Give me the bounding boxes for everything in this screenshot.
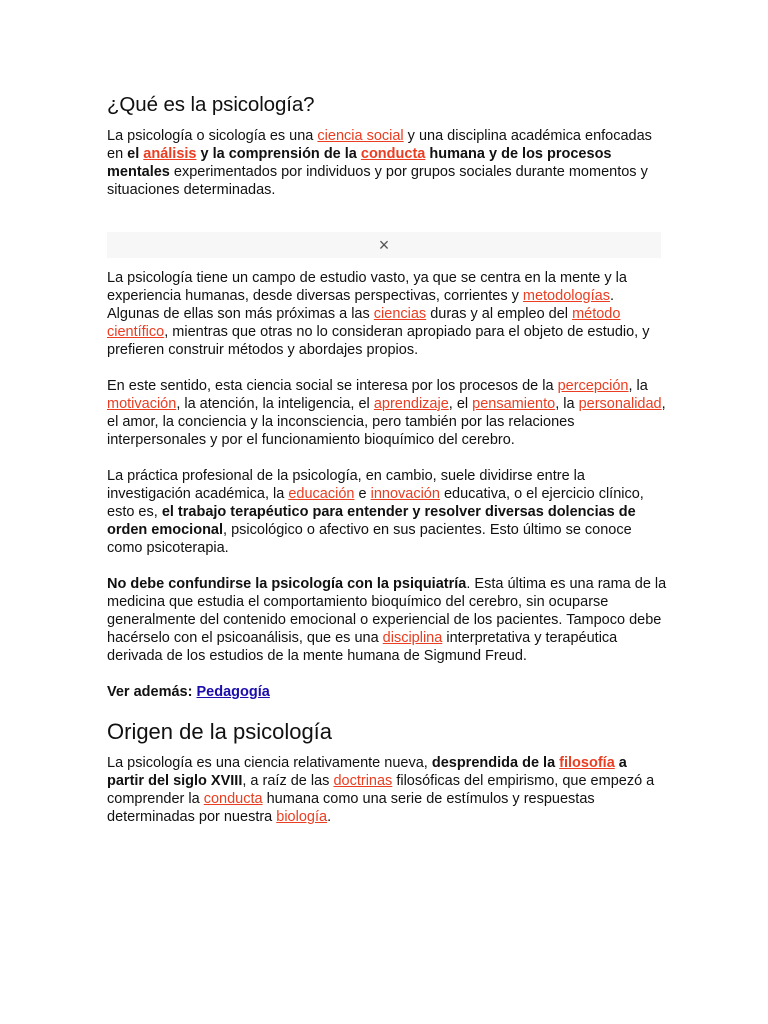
link-biologia[interactable]: biología: [276, 809, 328, 825]
paragraph-definition: La psicología o sicología es una ciencia social y una disciplina académica enfocadas en el análisis y la comprensión de la conducta humana y de los procesos mentales experimentados por individuos y por grupos sociales durante momentos y situaciones determinadas.: [107, 128, 652, 198]
close-icon[interactable]: ×: [378, 234, 390, 255]
link-pedagogia[interactable]: Pedagogía: [196, 684, 270, 700]
link-metodologias[interactable]: metodologías: [522, 288, 610, 304]
link-conducta[interactable]: conducta: [360, 146, 426, 162]
link-analisis[interactable]: análisis: [143, 146, 197, 162]
link-metodo-cientifico[interactable]: método científico: [107, 306, 621, 340]
link-ciencia-social[interactable]: ciencia social: [317, 128, 404, 144]
link-conducta-origin[interactable]: conducta: [203, 791, 263, 807]
paragraph-origin: La psicología es una ciencia relativamente nueva, desprendida de la filosofía a partir del siglo XVIII, a raíz de las doctrinas filosóficas del empirismo, que empezó a comprender la conducta humana como una serie de estímulos y respuestas determinadas por nuestra biología.: [107, 755, 655, 825]
paragraph-field-of-study: La psicología tiene un campo de estudio vasto, ya que se centra en la mente y la experiencia humanas, desde diversas perspectivas, corrientes y metodologías. Algunas de ellas son más próximas a las ciencias duras y al empleo del método científico, mientras que otras no lo consideran apropiado para el objeto de estudio, y prefieren construir métodos y abordajes propios.: [107, 270, 650, 358]
paragraph-professional-practice: La práctica profesional de la psicología, en cambio, suele dividirse entre la investigación académica, la educación e innovación educativa, o el ejercicio clínico, esto es, el trabajo terapéutico para entender y resolver diversas dolencias de orden emocional, psicológico o afectivo en sus pacientes. Esto último se conoce como psicoterapia.: [107, 468, 644, 556]
link-pensamiento[interactable]: pensamiento: [472, 396, 556, 412]
link-disciplina[interactable]: disciplina: [382, 630, 443, 646]
link-filosofia[interactable]: filosofía: [559, 755, 615, 771]
link-motivacion[interactable]: motivación: [107, 396, 177, 412]
link-percepcion[interactable]: percepción: [557, 378, 629, 394]
ad-placeholder-bar: [107, 232, 661, 258]
article-content: [107, 92, 667, 826]
link-doctrinas[interactable]: doctrinas: [333, 773, 393, 789]
section-title-origin: Origen de la psicología: [107, 719, 333, 744]
paragraph-interests: En este sentido, esta ciencia social se interesa por los procesos de la percepción, la motivación, la atención, la inteligencia, el aprendizaje, el pensamiento, la personalidad, el amor, la conciencia y la inconsciencia, pero también por las relaciones interpersonales y por el funcionamiento bioquímico del cerebro.: [107, 378, 666, 448]
link-ciencias[interactable]: ciencias: [373, 306, 427, 322]
link-innovacion[interactable]: innovación: [370, 486, 440, 502]
see-also: Ver además: Pedagogía: [107, 684, 270, 700]
link-educacion[interactable]: educación: [288, 486, 355, 502]
link-personalidad[interactable]: personalidad: [578, 396, 662, 412]
link-aprendizaje[interactable]: aprendizaje: [373, 396, 449, 412]
paragraph-psychiatry-distinction: No debe confundirse la psicología con la psiquiatría. Esta última es una rama de la medicina que estudia el comportamiento bioquímico del cerebro, sin ocuparse generalmente del contenido emocional o experiencial de los pacientes. Tampoco debe hacérselo con el psicoanálisis, que es una disciplina interpretativa y terapéutica derivada de los estudios de la mente humana de Sigmund Freud.: [107, 576, 667, 664]
section-title-what-is: ¿Qué es la psicología?: [107, 93, 315, 116]
